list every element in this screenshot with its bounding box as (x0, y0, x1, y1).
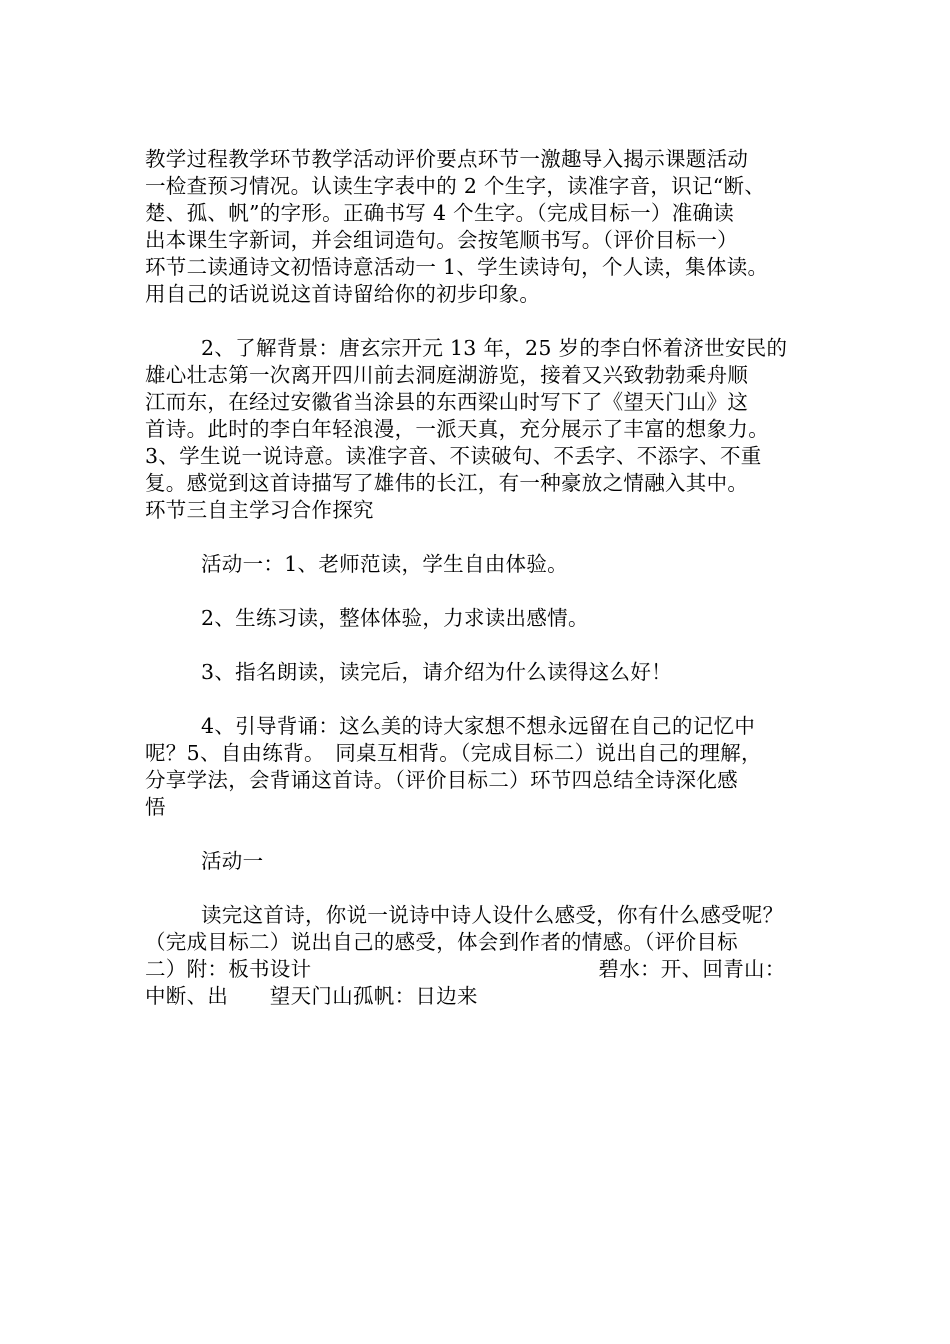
document-body (145, 146, 810, 1010)
text-line: 呢？5、自由练背。 同桌互相背。（完成目标二）说出自己的理解， (145, 741, 762, 765)
text-line: 悟 (145, 795, 166, 819)
activity-item: 3、指名朗读，读完后，请介绍为什么读得这么好！ (201, 660, 672, 684)
text-line: 一检查预习情况。认读生字表中的 2 个生字，读准字音，识记“断、 (145, 174, 766, 198)
text-line: 楚、孤、帆”的字形。正确书写 4 个生字。（完成目标一）准确读 (145, 201, 735, 225)
text-line: 3、学生说一说诗意。读准字音、不读破句、不丢字、不添字、不重 (145, 444, 762, 468)
activity-item: 2、生练习读，整体体验，力求读出感情。 (201, 606, 589, 630)
text-line: 复。感觉到这首诗描写了雄伟的长江，有一种豪放之情融入其中。 (145, 471, 749, 495)
board-design-label: 二）附：板书设计 (145, 957, 312, 981)
activity-item: 读完这首诗，你说一说诗中诗人设什么感受，你有什么感受呢？ (201, 903, 784, 927)
board-design-content: 碧水：开、回青山： (598, 957, 786, 981)
text-line: 用自己的话说说这首诗留给你的初步印象。 (145, 282, 541, 306)
text-line: 江而东，在经过安徽省当涂县的东西梁山时写下了《望天门山》这 (145, 390, 749, 414)
board-design-line: 中断、出 望天门山孤帆：日边来 (145, 984, 478, 1008)
text-line: （完成目标二）说出自己的感受，体会到作者的情感。（评价目标 (145, 930, 738, 954)
activity-item: 4、引导背诵：这么美的诗大家想不想永远留在自己的记忆中 (201, 714, 756, 738)
text-line: 雄心壮志第一次离开四川前去洞庭湖游览，接着又兴致勃勃乘舟顺 (145, 363, 749, 387)
board-design-line (145, 956, 810, 983)
text-line: 环节二读通诗文初悟诗意活动一 1、学生读诗句，个人读，集体读。 (145, 255, 769, 279)
text-line: 分享学法，会背诵这首诗。（评价目标二）环节四总结全诗深化感 (145, 768, 738, 792)
text-line: 教学过程教学环节教学活动评价要点环节一激趣导入揭示课题活动 (145, 147, 749, 171)
section-heading: 环节三自主学习合作探究 (145, 498, 374, 522)
paragraph-background: 2、了解背景：唐玄宗开元 13 年，25 岁的李白怀着济世安民的 (201, 336, 788, 360)
activity-item: 活动一：1、老师范读，学生自由体验。 (201, 552, 568, 576)
text-line: 首诗。此时的李白年轻浪漫，一派天真，充分展示了丰富的想象力。 (145, 417, 769, 441)
text-line: 出本课生字新词，并会组词造句。会按笔顺书写。（评价目标一） (145, 228, 738, 252)
activity-heading: 活动一 (201, 849, 264, 873)
